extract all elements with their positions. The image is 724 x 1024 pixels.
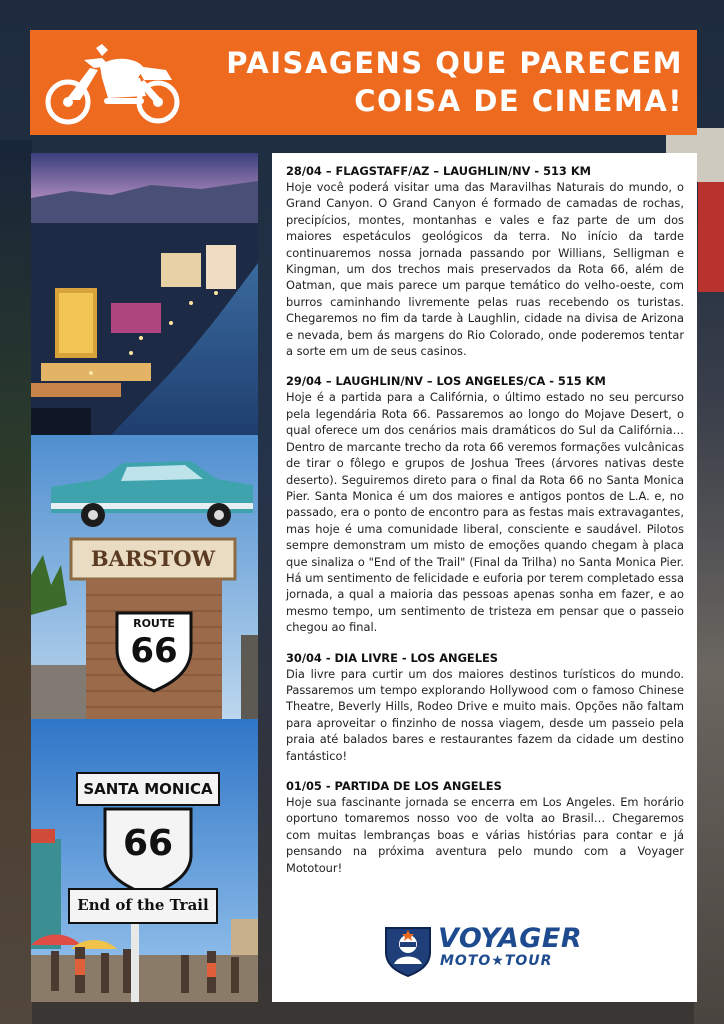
itinerary-panel: [272, 153, 697, 1002]
photo-column: [31, 153, 258, 1002]
logo-wordmark: VOYAGER: [438, 923, 583, 954]
background-photo-left: [0, 140, 32, 1024]
header-banner: [30, 30, 697, 135]
rider-shield-icon: [380, 922, 436, 978]
santa-monica-sign-text: SANTA MONICA: [83, 780, 213, 798]
day-title: 28/04 – FLAGSTAFF/AZ – LAUGHLIN/NV - 513 KM: [286, 164, 591, 178]
logo-subtitle: MOTO★TOUR: [440, 953, 553, 969]
title-line-1: PAISAGENS QUE PARECEM: [226, 46, 683, 80]
itinerary-day-2: [286, 373, 684, 635]
day-title: 30/04 - DIA LIVRE - LOS ANGELES: [286, 650, 498, 665]
barstow-scene: [31, 435, 258, 719]
itinerary-day-3: [286, 650, 684, 764]
day-title: 01/05 - PARTIDA DE LOS ANGELES: [286, 779, 502, 793]
day-description: Hoje é a partida para a Califórnia, o último estado no seu percurso pela legendária Rota 66. Passaremos ao longo do Mojave Desert, o qual oferece um dos cenários mais dramáticos do Sul da Califórnia… Dentro de marcante trecho da rota 66 veremos formações vulcânicas de tirar o fôlego e grupos de Joshua Trees (árvores nativas deste deserto). Seguiremos direto para o final da Rota 66 no Santa Monica Pier. Santa Monica é um dos maiores e antigos pontos de L.A. e, no passado, era o ponto de encontro para as festas mais extravagantes, mas hoje é uma comunidade liberal, consciente e saudável. Pilotos sempre demonstram um misto de emoções quando chegam à placa que sinaliza o "End of the Trail" (Final da Trilha) no Santa Monica Pier. Há um sentimento de felicidade e euforia por terem completado essa jornada, a qual a maioria das pessoas apenas sonha em fazer, e ao mesmo tempo, um sentimento de tristeza em pensar que o passeio chegou ao final.: [286, 390, 684, 635]
title-line-2: COISA DE CINEMA!: [354, 84, 683, 118]
background-sign-red: [698, 182, 724, 292]
route-label: ROUTE: [133, 617, 175, 630]
itinerary-day-1: [286, 163, 684, 359]
barstow-sign-text: BARSTOW: [90, 546, 216, 571]
day-description: Hoje sua fascinante jornada se encerra em Los Angeles. Em horário oportuno tomaremos nosso voo de volta ao Brasil… Chegaremos com muitas lembranças boas e várias histórias para contar e já pensando na próxima aventura pelo mundo com a Voyager Mototour!: [286, 795, 684, 875]
page-title: [203, 44, 683, 120]
voyager-logo: [380, 920, 590, 980]
route-number: 66: [130, 631, 178, 671]
day-description: Hoje você poderá visitar uma das Maravilhas Naturais do mundo, o Grand Canyon. O Grand Canyon é formado de camadas de rochas, precipícios, montes, montanhas e vales e faz parte de um dos maiores espetáculos geológicos da terra. No início da tarde continuaremos nossa jornada passando por Willians, Selligman e Kingman, um dos trechos mais preservados da Rota 66, além de Oatman, que mais parece um parque temático do velho-oeste, com burros caminhando livremente pelas ruas recebendo os turistas. Chegaremos no fim da tarde à Laughlin, cidade na divisa de Arizona e nevada, bem ás margens do Rio Colorado, onde poderemos tentar a sorte em um de seus casinos.: [286, 180, 684, 359]
santa-monica-photo: [31, 719, 258, 1002]
barstow-sign-photo: [31, 435, 258, 719]
day-description: Dia livre para curtir um dos maiores destinos turísticos do mundo. Passaremos um tempo explorando Hollywood com o famoso Chinese Theatre, Beverly Hills, Rodeo Drive e muito mais. Opções não faltam para aproveitar o finzinho de nossa viagem, desde um passeio pela praia até balados bares e restaurantes fazem da cidade um destino fantástico!: [286, 666, 684, 763]
santa-monica-number: 66: [122, 823, 174, 864]
itinerary-day-4: [286, 778, 684, 876]
motorcycle-icon: [40, 38, 188, 130]
end-of-trail-text: End of the Trail: [77, 896, 209, 914]
laughlin-night-photo: [31, 153, 258, 435]
day-title: 29/04 – LAUGHLIN/NV – LOS ANGELES/CA - 515 KM: [286, 374, 606, 389]
